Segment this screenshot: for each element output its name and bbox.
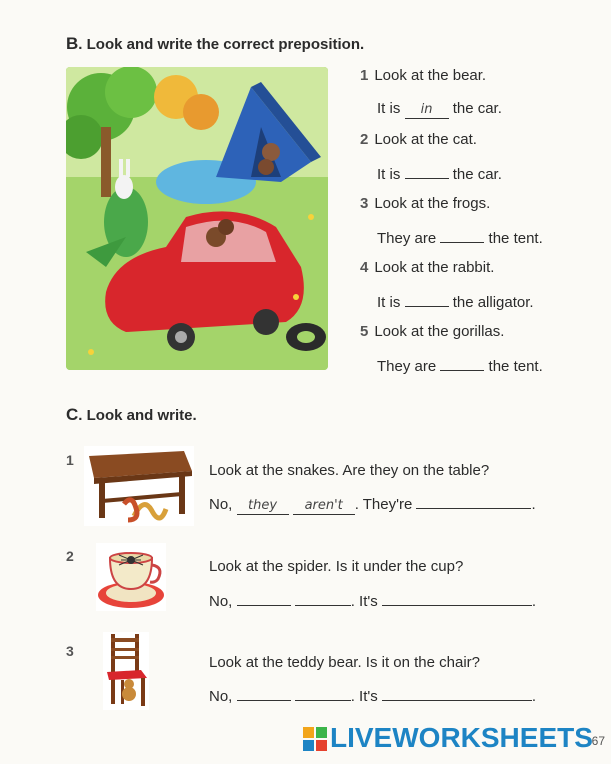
c-item-2-number: 2 [66, 548, 74, 564]
section-c-title-text: . Look and write. [78, 407, 197, 424]
c-item-2-blank-1[interactable] [237, 591, 291, 606]
park-scene-illustration [66, 67, 328, 370]
b-item-2-number: 2 [360, 131, 369, 148]
c-item-1-end: . [531, 496, 536, 513]
c-item-1-blank-3[interactable] [416, 494, 531, 509]
b-item-5-answer-blank[interactable] [440, 356, 484, 371]
b-item-4-text: Look at the rabbit. [374, 259, 495, 276]
b-item-4-number: 4 [360, 259, 369, 276]
b-item-1-prompt [360, 67, 486, 84]
c-item-3-answer-line [209, 686, 536, 705]
c-item-3-blank-2[interactable] [295, 686, 351, 701]
c-item-1-number: 1 [66, 452, 74, 468]
b-item-5-prompt [360, 323, 504, 340]
c-item-3-its: . It's [350, 688, 378, 705]
c-item-3-end: . [531, 688, 537, 705]
c-item-1-question: Look at the snakes. Are they on the table? [209, 462, 490, 479]
c-item-3-question: Look at the teddy bear. Is it on the chair? [209, 654, 481, 671]
b-item-4-prompt [360, 259, 494, 276]
c-item-3-blank-1[interactable] [237, 686, 291, 701]
c-item-2-answer-line [209, 591, 536, 610]
section-c-letter: C [66, 405, 79, 424]
c-item-2-question: Look at the spider. Is it under the cup? [209, 558, 464, 575]
b-item-2-sentence [377, 164, 502, 183]
c-item-1-answer-line [209, 494, 536, 515]
b-item-1-text: Look at the bear. [374, 67, 487, 84]
b-item-5-pre: They are [377, 358, 437, 375]
c-item-2-its: . It's [350, 593, 378, 610]
spider-cup-picture [96, 543, 166, 611]
liveworksheets-logo-text: LIVEWORKSHEETS [330, 722, 593, 753]
c-item-1-blank-2[interactable]: aren't [293, 500, 355, 515]
b-item-4-answer-blank[interactable] [405, 292, 449, 307]
b-item-2-answer-blank[interactable] [405, 164, 449, 179]
b-item-3-sentence [377, 228, 543, 247]
b-item-2-post: the car. [452, 166, 502, 183]
b-item-1-pre: It is [377, 100, 401, 117]
c-item-2-end: . [531, 593, 537, 610]
c-item-2-no: No, [209, 593, 233, 610]
section-b-title [66, 34, 364, 54]
b-item-3-post: the tent. [488, 230, 543, 247]
section-b-title-text: . Look and write the correct preposition. [78, 36, 365, 53]
b-item-5-sentence [377, 356, 543, 375]
b-item-1-sentence [377, 100, 502, 119]
snakes-table-picture [84, 446, 194, 526]
b-item-1-answer-blank[interactable]: in [405, 104, 449, 119]
c-item-1-blank-1[interactable]: they [237, 500, 289, 515]
c-item-1-no: No, [209, 496, 233, 513]
b-item-2-text: Look at the cat. [374, 131, 477, 148]
b-item-3-pre: They are [377, 230, 437, 247]
b-item-4-pre: It is [377, 294, 401, 311]
section-c-title [66, 405, 197, 425]
c-item-2-blank-3[interactable] [382, 591, 532, 606]
c-item-3-blank-3[interactable] [382, 686, 532, 701]
c-item-1-theyre: . They're [354, 496, 413, 513]
teddy-chair-picture [103, 632, 149, 710]
b-item-1-post: the car. [452, 100, 502, 117]
b-item-3-text: Look at the frogs. [374, 195, 491, 212]
b-item-3-number: 3 [360, 195, 369, 212]
page-number: 67 [591, 734, 605, 748]
b-item-4-sentence [377, 292, 534, 311]
c-item-2-blank-2[interactable] [295, 591, 351, 606]
b-item-2-pre: It is [377, 166, 401, 183]
b-item-5-text: Look at the gorillas. [374, 323, 505, 340]
c-item-3-no: No, [209, 688, 233, 705]
section-b-letter: B [66, 34, 79, 53]
b-item-3-answer-blank[interactable] [440, 228, 484, 243]
b-item-3-prompt [360, 195, 490, 212]
c-item-3-number: 3 [66, 643, 74, 659]
liveworksheets-logo-icon [303, 727, 327, 751]
b-item-5-number: 5 [360, 323, 369, 340]
b-item-5-post: the tent. [488, 358, 543, 375]
b-item-2-prompt [360, 131, 477, 148]
b-item-1-number: 1 [360, 67, 369, 84]
b-item-4-post: the alligator. [452, 294, 534, 311]
